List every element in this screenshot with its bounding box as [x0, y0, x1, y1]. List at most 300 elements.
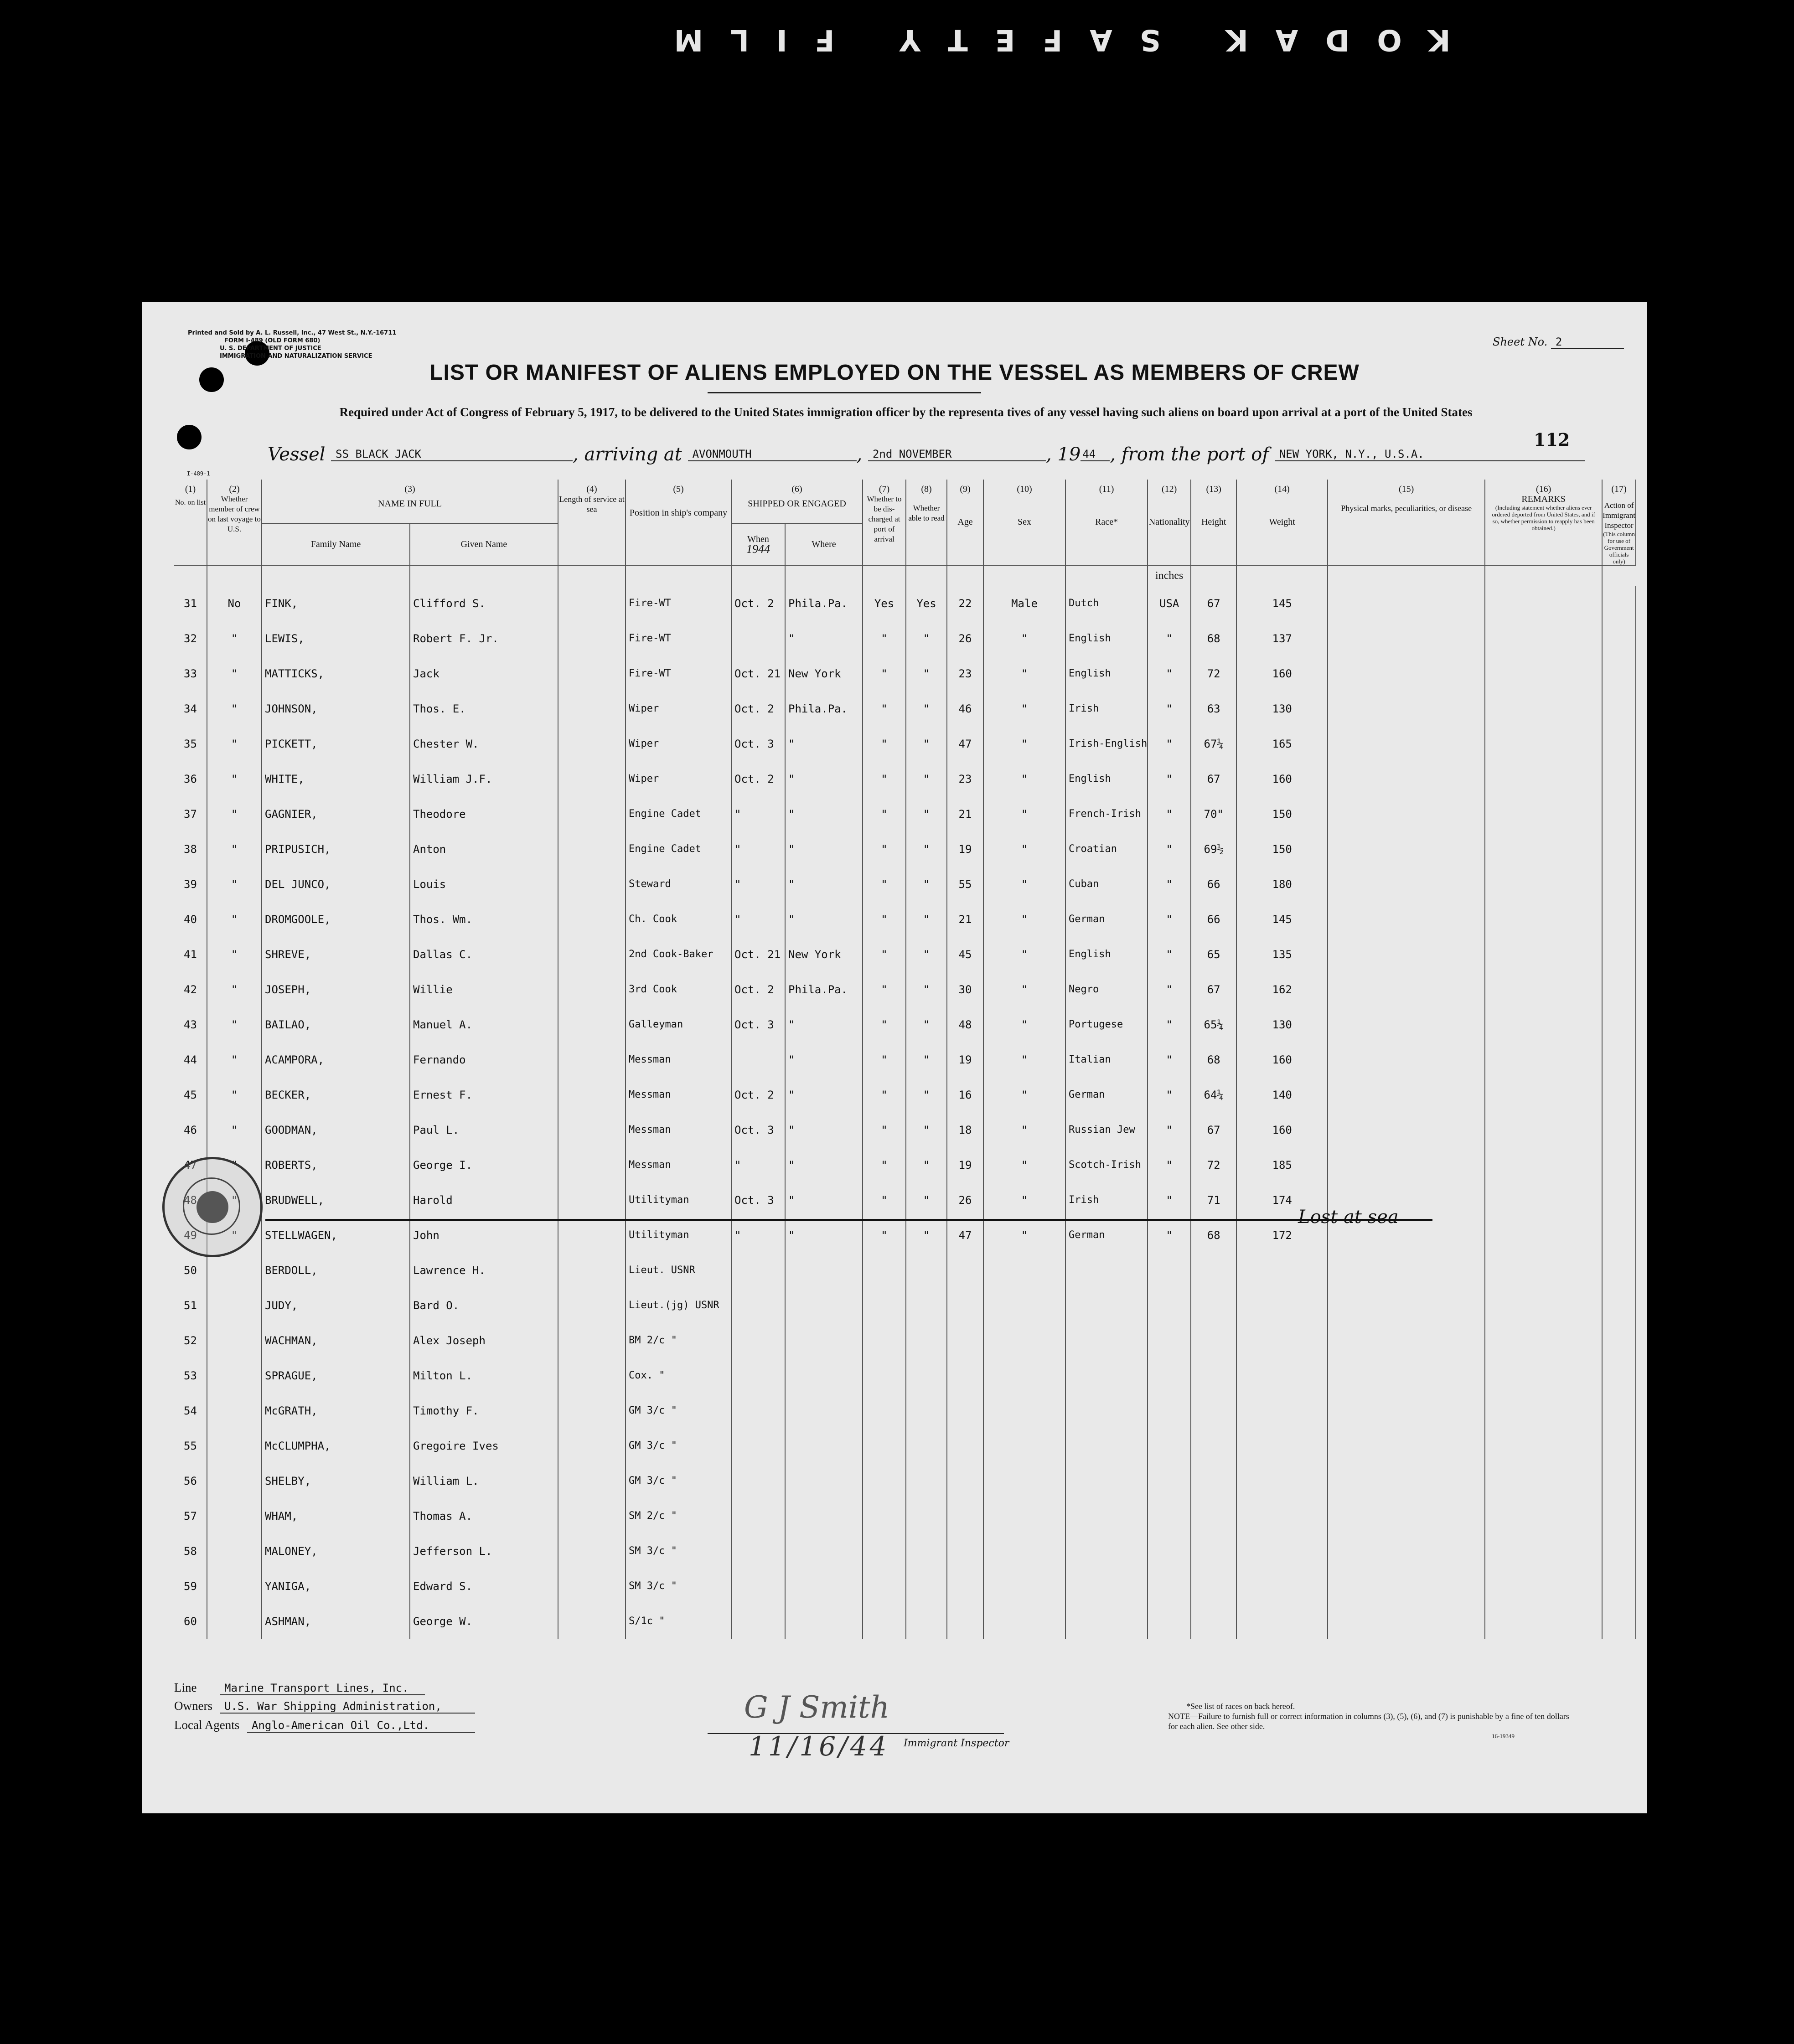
- service-length: [558, 1182, 626, 1218]
- weight: 160: [1236, 761, 1328, 796]
- remarks: [1485, 1182, 1602, 1218]
- units-row: [174, 565, 1636, 586]
- remarks: [1485, 1147, 1602, 1182]
- service-length: [558, 1498, 626, 1533]
- weight: 185: [1236, 1147, 1328, 1182]
- remarks: [1485, 1533, 1602, 1569]
- inspector-action: [1602, 1428, 1636, 1463]
- inspector-label: Immigrant Inspector: [904, 1738, 1009, 1749]
- row-number: 34: [174, 691, 207, 726]
- discharged: ": [863, 1077, 906, 1112]
- height-unit: inches: [1148, 565, 1191, 586]
- film-edge-text: KODAK SAFETY FILM: [646, 23, 1451, 57]
- lost-at-sea-note: Lost at sea: [1298, 1207, 1399, 1228]
- shipped-when: [731, 621, 785, 656]
- discharged: [863, 1569, 906, 1604]
- nationality: [1148, 1393, 1191, 1428]
- family-name: JUDY,: [262, 1288, 410, 1323]
- discharged: ": [863, 761, 906, 796]
- physical-marks: [1328, 1569, 1485, 1604]
- crew-row: [174, 831, 1636, 867]
- physical-marks: [1328, 586, 1485, 621]
- member-last-voyage: ": [207, 1042, 262, 1077]
- given-name: Dallas C.: [410, 937, 558, 972]
- physical-marks: [1328, 1323, 1485, 1358]
- position: Wiper: [626, 761, 731, 796]
- form-title: LIST OR MANIFEST OF ALIENS EMPLOYED ON THE VESSEL AS MEMBERS OF CREW: [429, 361, 1360, 385]
- shipped-where: ": [785, 761, 863, 796]
- position: Messman: [626, 1042, 731, 1077]
- shipped-where: [785, 1604, 863, 1639]
- line-row: [174, 1681, 425, 1695]
- physical-marks: [1328, 691, 1485, 726]
- weight: [1236, 1253, 1328, 1288]
- crew-row: [174, 1253, 1636, 1288]
- year-prefix: 19: [1057, 444, 1081, 465]
- inspector-action: [1602, 831, 1636, 867]
- family-name: SHELBY,: [262, 1463, 410, 1498]
- shipped-where: [785, 1533, 863, 1569]
- position: Utilityman: [626, 1182, 731, 1218]
- service-length: [558, 1463, 626, 1498]
- arrival-date: 2nd NOVEMBER: [868, 448, 1046, 461]
- weight: 135: [1236, 937, 1328, 972]
- given-name: Robert F. Jr.: [410, 621, 558, 656]
- given-name: Jack: [410, 656, 558, 691]
- col-4-header: (4) Length of service at sea: [558, 480, 626, 565]
- able-to-read: ": [906, 972, 947, 1007]
- sex: ": [983, 1112, 1065, 1147]
- age: 26: [947, 1182, 983, 1218]
- service-length: [558, 1042, 626, 1077]
- shipped-when: Oct. 3: [731, 1112, 785, 1147]
- sex: ": [983, 656, 1065, 691]
- able-to-read: [906, 1498, 947, 1533]
- row-number: 50: [174, 1253, 207, 1288]
- race: [1065, 1323, 1148, 1358]
- nationality: ": [1148, 796, 1191, 831]
- shipped-where: ": [785, 831, 863, 867]
- crew-row: [174, 1077, 1636, 1112]
- position: Lieut.(jg) USNR: [626, 1288, 731, 1323]
- physical-marks: [1328, 831, 1485, 867]
- inspector-action: [1602, 761, 1636, 796]
- inspector-action: [1602, 972, 1636, 1007]
- service-length: [558, 1007, 626, 1042]
- shipped-where: [785, 1463, 863, 1498]
- age: 45: [947, 937, 983, 972]
- age: 22: [947, 586, 983, 621]
- given-name: Theodore: [410, 796, 558, 831]
- nationality: ": [1148, 1218, 1191, 1253]
- inspector-signature: G J Smith: [744, 1690, 890, 1725]
- eagle-seal-icon: [196, 1191, 228, 1223]
- race: Irish: [1065, 691, 1148, 726]
- crew-row: [174, 1042, 1636, 1077]
- weight: 130: [1236, 1007, 1328, 1042]
- inspector-action: [1602, 1288, 1636, 1323]
- race: Irish-English: [1065, 726, 1148, 761]
- col-8-header: (8) Whether able to read: [906, 480, 947, 565]
- shipped-where: ": [785, 867, 863, 902]
- col-3-header: (3) NAME IN FULL: [262, 480, 558, 523]
- able-to-read: ": [906, 937, 947, 972]
- sex: [983, 1533, 1065, 1569]
- physical-marks: [1328, 1042, 1485, 1077]
- row-number: 59: [174, 1569, 207, 1604]
- shipped-when: [731, 1253, 785, 1288]
- crew-row: [174, 1393, 1636, 1428]
- given-name: Bard O.: [410, 1288, 558, 1323]
- family-name: WHAM,: [262, 1498, 410, 1533]
- able-to-read: ": [906, 761, 947, 796]
- remarks: [1485, 1077, 1602, 1112]
- member-last-voyage: ": [207, 1112, 262, 1147]
- weight: [1236, 1358, 1328, 1393]
- inspector-action: [1602, 586, 1636, 621]
- remarks: [1485, 726, 1602, 761]
- shipped-when: Oct. 2: [731, 691, 785, 726]
- discharged: ": [863, 1182, 906, 1218]
- remarks: [1485, 1112, 1602, 1147]
- member-last-voyage: [207, 1498, 262, 1533]
- line-label: Line: [174, 1681, 197, 1694]
- position: Lieut. USNR: [626, 1253, 731, 1288]
- col-6-header: (6) SHIPPED OR ENGAGED: [731, 480, 863, 523]
- inspector-action: [1602, 1569, 1636, 1604]
- discharged: ": [863, 867, 906, 902]
- physical-marks: [1328, 1393, 1485, 1428]
- crew-row: [174, 1323, 1636, 1358]
- position: Wiper: [626, 691, 731, 726]
- family-name: LEWIS,: [262, 621, 410, 656]
- height: 64¼: [1191, 1077, 1236, 1112]
- position: GM 3/c ": [626, 1428, 731, 1463]
- shipped-when: Oct. 21: [731, 656, 785, 691]
- given-name: Thos. Wm.: [410, 902, 558, 937]
- race: Negro: [1065, 972, 1148, 1007]
- family-name: GAGNIER,: [262, 796, 410, 831]
- given-name: George I.: [410, 1147, 558, 1182]
- physical-marks: [1328, 1498, 1485, 1533]
- remarks: [1485, 1569, 1602, 1604]
- shipped-when: Oct. 3: [731, 1007, 785, 1042]
- member-last-voyage: ": [207, 621, 262, 656]
- weight: [1236, 1288, 1328, 1323]
- weight: [1236, 1323, 1328, 1358]
- shipped-where: [785, 1253, 863, 1288]
- shipped-where: ": [785, 796, 863, 831]
- remarks: [1485, 937, 1602, 972]
- service-length: [558, 1288, 626, 1323]
- able-to-read: [906, 1393, 947, 1428]
- age: [947, 1498, 983, 1533]
- sex: ": [983, 621, 1065, 656]
- member-last-voyage: [207, 1288, 262, 1323]
- able-to-read: ": [906, 1218, 947, 1253]
- remarks: [1485, 1288, 1602, 1323]
- remarks: [1485, 1358, 1602, 1393]
- age: 55: [947, 867, 983, 902]
- member-last-voyage: ": [207, 726, 262, 761]
- sex: [983, 1498, 1065, 1533]
- position: Galleyman: [626, 1007, 731, 1042]
- able-to-read: ": [906, 1112, 947, 1147]
- remarks: [1485, 796, 1602, 831]
- sheet-label: Sheet No.: [1493, 336, 1548, 348]
- row-number: 43: [174, 1007, 207, 1042]
- row-number: 38: [174, 831, 207, 867]
- remarks: [1485, 586, 1602, 621]
- crew-row: [174, 621, 1636, 656]
- note-code: 16-19349: [1492, 1733, 1515, 1739]
- weight: 130: [1236, 691, 1328, 726]
- col-14-header: (14) Weight: [1236, 480, 1328, 565]
- form-code: I-489-1: [187, 470, 210, 477]
- able-to-read: ": [906, 867, 947, 902]
- inspector-action: [1602, 1533, 1636, 1569]
- from-port: NEW YORK, N.Y., U.S.A.: [1275, 448, 1585, 461]
- discharged: [863, 1358, 906, 1393]
- race: German: [1065, 902, 1148, 937]
- height: 65: [1191, 937, 1236, 972]
- shipped-where: ": [785, 621, 863, 656]
- nationality: [1148, 1463, 1191, 1498]
- shipped-when: [731, 1569, 785, 1604]
- crew-row: [174, 1604, 1636, 1639]
- discharged: ": [863, 972, 906, 1007]
- inspector-action: [1602, 1463, 1636, 1498]
- able-to-read: [906, 1288, 947, 1323]
- form-subtitle: Required under Act of Congress of February 5, 1917, to be delivered to the United States immigration officer by the representa tives of any vessel having such aliens on board upon arrival at a port of the United States: [339, 405, 1473, 419]
- age: 30: [947, 972, 983, 1007]
- nationality: [1148, 1569, 1191, 1604]
- position: GM 3/c ": [626, 1463, 731, 1498]
- position: SM 2/c ": [626, 1498, 731, 1533]
- weight: 165: [1236, 726, 1328, 761]
- crew-row: [174, 937, 1636, 972]
- printer-line: Printed and Sold by A. L. Russell, Inc., 47 West St., N.Y.-16711: [188, 330, 397, 336]
- service-length: [558, 586, 626, 621]
- race: [1065, 1463, 1148, 1498]
- from-label: , from the port of: [1110, 444, 1269, 465]
- shipped-when: Oct. 2: [731, 761, 785, 796]
- race: Russian Jew: [1065, 1112, 1148, 1147]
- position: BM 2/c ": [626, 1323, 731, 1358]
- height: [1191, 1569, 1236, 1604]
- position: Steward: [626, 867, 731, 902]
- crew-row: [174, 1112, 1636, 1147]
- race: [1065, 1498, 1148, 1533]
- shipped-when: ": [731, 1218, 785, 1253]
- inspector-action: [1602, 796, 1636, 831]
- age: [947, 1569, 983, 1604]
- given-name: Louis: [410, 867, 558, 902]
- able-to-read: [906, 1358, 947, 1393]
- position: Utilityman: [626, 1218, 731, 1253]
- shipped-where: [785, 1393, 863, 1428]
- vessel-label: Vessel: [268, 444, 326, 465]
- sex: ": [983, 1042, 1065, 1077]
- given-name: William L.: [410, 1463, 558, 1498]
- crew-row: [174, 1182, 1636, 1218]
- row-number: 51: [174, 1288, 207, 1323]
- discharged: [863, 1498, 906, 1533]
- able-to-read: [906, 1428, 947, 1463]
- able-to-read: ": [906, 831, 947, 867]
- crew-row: [174, 691, 1636, 726]
- height: 72: [1191, 656, 1236, 691]
- family-name: SPRAGUE,: [262, 1358, 410, 1393]
- shipped-when: [731, 1288, 785, 1323]
- discharged: [863, 1604, 906, 1639]
- position: GM 3/c ": [626, 1393, 731, 1428]
- given-name: Willie: [410, 972, 558, 1007]
- service-length: [558, 937, 626, 972]
- given-name: Alex Joseph: [410, 1323, 558, 1358]
- shipped-where: ": [785, 1182, 863, 1218]
- inspector-action: [1602, 691, 1636, 726]
- given-name: Clifford S.: [410, 586, 558, 621]
- shipped-when: ": [731, 1147, 785, 1182]
- member-last-voyage: ": [207, 831, 262, 867]
- physical-marks: [1328, 1253, 1485, 1288]
- height: 67: [1191, 972, 1236, 1007]
- shipped-where: ": [785, 1042, 863, 1077]
- race: [1065, 1604, 1148, 1639]
- crew-row: [174, 1428, 1636, 1463]
- crew-manifest-table: [174, 480, 1636, 1639]
- inspector-action: [1602, 1498, 1636, 1533]
- height: [1191, 1498, 1236, 1533]
- service-length: [558, 761, 626, 796]
- crew-row: [174, 1463, 1636, 1498]
- shipped-where: ": [785, 726, 863, 761]
- service-length: [558, 1077, 626, 1112]
- strikethrough-line: [265, 1219, 1432, 1221]
- discharged: ": [863, 1112, 906, 1147]
- row-number: 52: [174, 1323, 207, 1358]
- crew-row: [174, 726, 1636, 761]
- height: 67¼: [1191, 726, 1236, 761]
- shipped-when: [731, 1323, 785, 1358]
- row-number: 53: [174, 1358, 207, 1393]
- when-header: When 1944: [731, 523, 785, 565]
- race: [1065, 1358, 1148, 1393]
- sheet-number: [1493, 336, 1624, 349]
- discharged: [863, 1428, 906, 1463]
- service-length: [558, 796, 626, 831]
- service-length: [558, 621, 626, 656]
- sex: [983, 1358, 1065, 1393]
- row-number: 58: [174, 1533, 207, 1569]
- col-9-header: (9) Age: [947, 480, 983, 565]
- shipped-where: [785, 1323, 863, 1358]
- family-name: ASHMAN,: [262, 1604, 410, 1639]
- arriving-label: , arriving at: [573, 444, 682, 465]
- sex: [983, 1463, 1065, 1498]
- inspector-action: [1602, 1218, 1636, 1253]
- race: Scotch-Irish: [1065, 1147, 1148, 1182]
- shipped-when: ": [731, 902, 785, 937]
- year-suffix: 44: [1081, 448, 1110, 461]
- height: 69½: [1191, 831, 1236, 867]
- height: 71: [1191, 1182, 1236, 1218]
- height: 66: [1191, 867, 1236, 902]
- weight: [1236, 1393, 1328, 1428]
- discharged: ": [863, 937, 906, 972]
- given-name: Thomas A.: [410, 1498, 558, 1533]
- shipped-where: [785, 1498, 863, 1533]
- inspector-action: [1602, 902, 1636, 937]
- height: 72: [1191, 1147, 1236, 1182]
- vessel-line: Vessel SS BLACK JACK , arriving at AVONMOUTH , 2nd NOVEMBER , 19 44 , from the port of NEW YORK, N.Y., U.S.A.: [268, 444, 1585, 465]
- weight: 160: [1236, 1112, 1328, 1147]
- service-length: [558, 691, 626, 726]
- physical-marks: [1328, 1147, 1485, 1182]
- printer-imprint: [188, 329, 396, 360]
- nationality: ": [1148, 1112, 1191, 1147]
- shipped-when: ": [731, 831, 785, 867]
- race: Portugese: [1065, 1007, 1148, 1042]
- position: 2nd Cook-Baker: [626, 937, 731, 972]
- nationality: ": [1148, 691, 1191, 726]
- family-name: GOODMAN,: [262, 1112, 410, 1147]
- row-number: 45: [174, 1077, 207, 1112]
- member-last-voyage: ": [207, 1147, 262, 1182]
- crew-row: [174, 1358, 1636, 1393]
- discharged: ": [863, 726, 906, 761]
- physical-marks: [1328, 726, 1485, 761]
- able-to-read: [906, 1253, 947, 1288]
- race: Irish: [1065, 1182, 1148, 1218]
- member-last-voyage: [207, 1253, 262, 1288]
- family-name: JOSEPH,: [262, 972, 410, 1007]
- nationality: ": [1148, 831, 1191, 867]
- able-to-read: ": [906, 656, 947, 691]
- family-name: McGRATH,: [262, 1393, 410, 1428]
- nationality: ": [1148, 1042, 1191, 1077]
- physical-marks: [1328, 1533, 1485, 1569]
- remarks: [1485, 1042, 1602, 1077]
- family-name: ACAMPORA,: [262, 1042, 410, 1077]
- race: German: [1065, 1218, 1148, 1253]
- member-last-voyage: ": [207, 1007, 262, 1042]
- nationality: [1148, 1288, 1191, 1323]
- sex: [983, 1393, 1065, 1428]
- weight: [1236, 1463, 1328, 1498]
- discharged: ": [863, 691, 906, 726]
- age: 21: [947, 796, 983, 831]
- member-last-voyage: ": [207, 1218, 262, 1253]
- inspector-action: [1602, 726, 1636, 761]
- service-length: [558, 1533, 626, 1569]
- nationality: [1148, 1358, 1191, 1393]
- printer-line: U. S. DEPARTMENT OF JUSTICE: [220, 345, 321, 352]
- physical-marks: [1328, 1358, 1485, 1393]
- inspector-action: [1602, 621, 1636, 656]
- age: [947, 1604, 983, 1639]
- position: 3rd Cook: [626, 972, 731, 1007]
- age: 19: [947, 1147, 983, 1182]
- crew-row: [174, 1147, 1636, 1182]
- age: [947, 1358, 983, 1393]
- age: [947, 1533, 983, 1569]
- nationality: [1148, 1323, 1191, 1358]
- shipped-where: [785, 1428, 863, 1463]
- position: Messman: [626, 1077, 731, 1112]
- row-number: 39: [174, 867, 207, 902]
